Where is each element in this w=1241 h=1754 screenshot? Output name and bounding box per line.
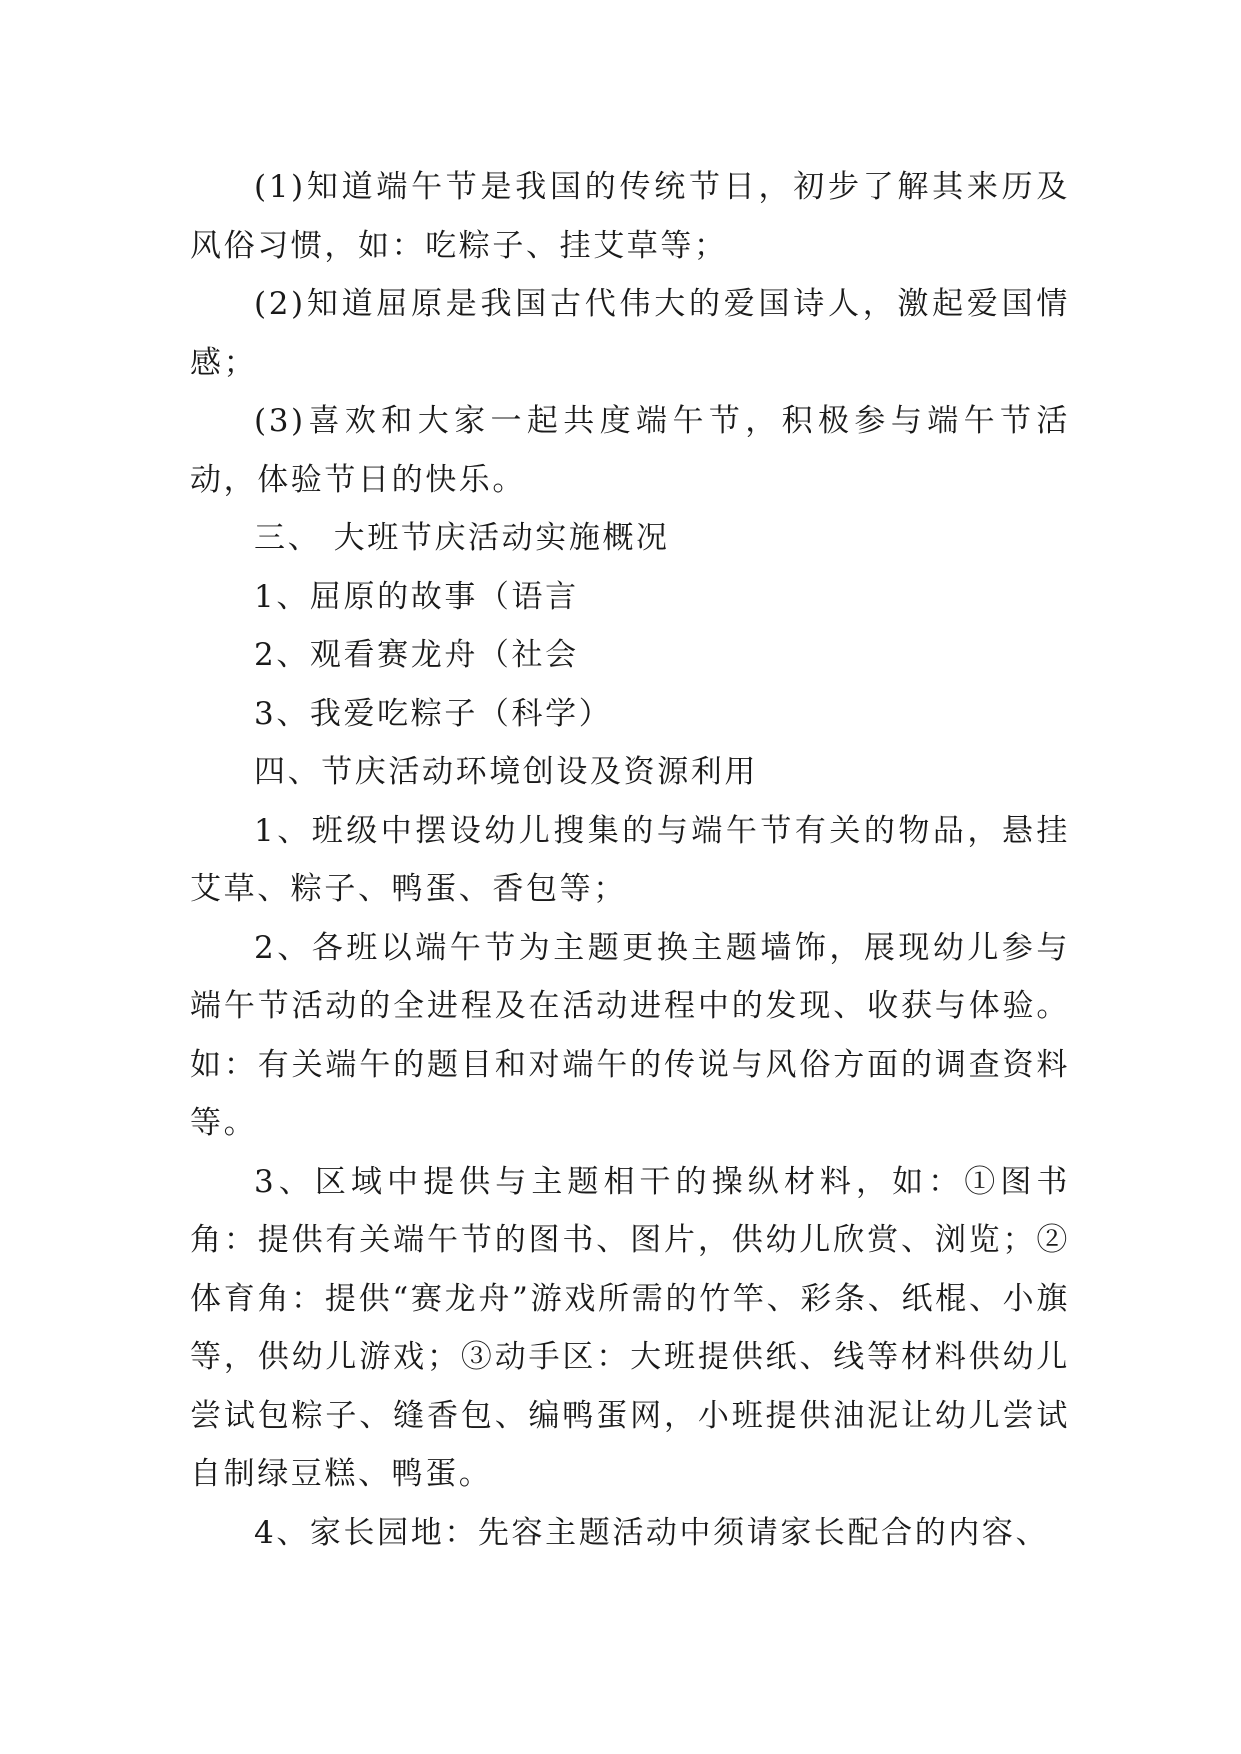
- environment-item-3: 3、区域中提供与主题相干的操纵材料，如：①图书角：提供有关端午节的图书、图片，供幼儿欣赏、浏览；②体育角：提供“赛龙舟”游戏所需的竹竿、彩条、纸棍、小旗等，供幼儿游戏；③动手区：大班提供纸、线等材料供幼儿尝试包粽子、缝香包、编鸭蛋网，小班提供油泥让幼儿尝试自制绿豆糕、鸭蛋。: [190, 1163, 1070, 1492]
- environment-item-1: 1、班级中摆设幼儿搜集的与端午节有关的物品，悬挂艾草、粽子、鸭蛋、香包等；: [190, 812, 1070, 907]
- activity-item-2: 2、观看赛龙舟（社会: [254, 637, 579, 673]
- section-heading-3: 三、 大班节庆活动实施概况: [254, 520, 670, 556]
- activity-item-3: 3、我爱吃粽子（科学）: [254, 695, 613, 732]
- paragraph-goal-2: (2)知道屈原是我国古代伟大的爱国诗人，激起爱国情感；: [190, 286, 1070, 381]
- environment-item-4: 4、家长园地：先容主题活动中须请家长配合的内容、: [254, 1514, 1050, 1551]
- document-body: [190, 158, 1070, 1562]
- section-heading-4: 四、节庆活动环境创设及资源利用: [254, 754, 758, 790]
- paragraph-goal-3: (3)喜欢和大家一起共度端午节，积极参与端午节活动，体验节日的快乐。: [190, 403, 1070, 498]
- environment-item-2: 2、各班以端午节为主题更换主题墙饰，展现幼儿参与端午节活动的全进程及在活动进程中的发现、收获与体验。如：有关端午的题目和对端午的传说与风俗方面的调查资料等。: [190, 929, 1070, 1141]
- activity-item-1: 1、屈原的故事（语言: [254, 578, 579, 615]
- paragraph-goal-1: (1)知道端午节是我国的传统节日，初步了解其来历及风俗习惯，如：吃粽子、挂艾草等；: [190, 169, 1070, 264]
